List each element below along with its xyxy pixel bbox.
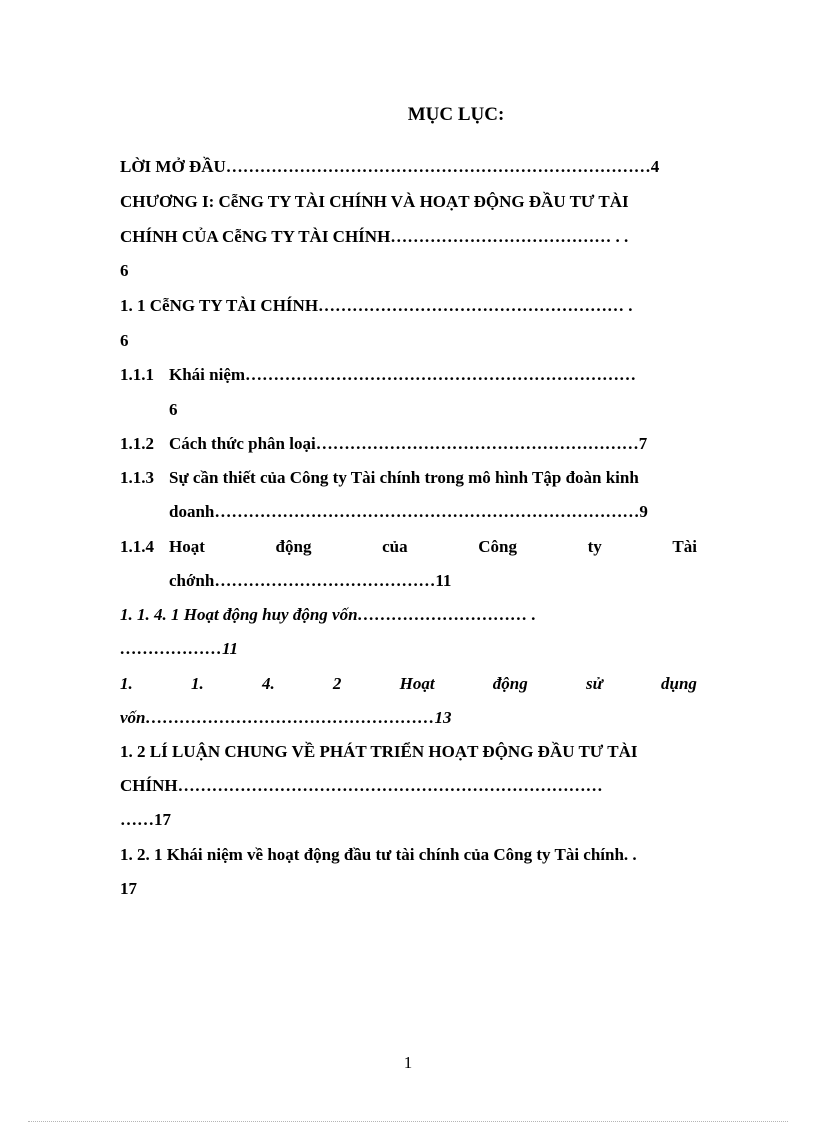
toc-entry-chapter-1: CHƯƠNG I: CễNG TY TÀI CHÍNH VÀ HOẠT ĐỘNG ĐẦU TƯ TÀI: [120, 192, 629, 211]
toc-entry-1-2-1: 1. 2. 1 Khái niệm về hoạt động đầu tư tài chính của Công ty Tài chính. .: [120, 845, 637, 864]
toc-word: động: [492, 674, 528, 693]
toc-page-chapter-1: 6: [120, 261, 129, 280]
page-title: MỤC LỤC:: [407, 104, 505, 125]
toc-entry-1-1-3: Sự cần thiết của Công ty Tài chính trong mô hình Tập đoàn kinh: [169, 468, 639, 487]
toc-word: dụng: [661, 674, 697, 693]
toc-number-1-1-1: 1.1.1: [120, 365, 154, 384]
toc-word: động: [275, 537, 312, 556]
toc-number-1-1-4: 1.1.4: [120, 537, 154, 556]
toc-word: sử: [585, 674, 603, 693]
toc-entry-1-1-4-1: 1. 1. 4. 1 Hoạt động huy động vốn………………………… .: [120, 605, 537, 624]
toc-page-1-2-1: 17: [120, 879, 137, 898]
toc-entry-1-1-1: Khái niệm……………………………………………………………: [169, 365, 637, 384]
toc-word: Công: [478, 537, 517, 556]
toc-page-1-2: ……17: [120, 810, 171, 829]
toc-entry-1-1-4-2: [120, 673, 697, 695]
toc-entry-1-1: 1. 1 CễNG TY TÀI CHÍNH……………………………………………… .: [120, 296, 633, 315]
toc-entry-1-2-cont: CHÍNH…………………………………………………………………: [120, 776, 603, 795]
toc-entry-1-1-4-2-cont: vốn……………………………………………13: [120, 708, 452, 727]
toc-page-1-1-1: 6: [169, 400, 178, 419]
toc-word: 2: [332, 674, 342, 693]
toc-word: ty: [587, 537, 602, 556]
toc-number-1-1-2: 1.1.2: [120, 434, 154, 453]
toc-entry-1-1-4-cont: chớnh…………………………………11: [169, 571, 452, 590]
toc-word: Hoạt: [169, 537, 205, 556]
toc-word: 1.: [190, 674, 204, 693]
toc-number-1-1-3: 1.1.3: [120, 468, 154, 487]
toc-entry-1-1-3-cont: doanh…………………………………………………………………9: [169, 502, 648, 521]
page-number: 1: [403, 1053, 413, 1072]
toc-word: Tài: [672, 537, 697, 556]
toc-entry-intro: LỜI MỞ ĐẦU…………………………………………………………………4: [120, 157, 660, 176]
toc-entry-1-1-4-1-cont: ………………11: [120, 639, 239, 658]
toc-word: của: [382, 537, 408, 556]
footer-divider: [28, 1121, 788, 1122]
toc-entry-1-2: 1. 2 LÍ LUẬN CHUNG VỀ PHÁT TRIỂN HOẠT ĐỘNG ĐẦU TƯ TÀI: [120, 742, 638, 761]
toc-word: 1.: [120, 674, 133, 693]
toc-word: Hoạt: [399, 674, 435, 693]
toc-page-1-1: 6: [120, 331, 129, 350]
toc-entry-1-1-2: Cách thức phân loại…………………………………………………7: [169, 434, 648, 453]
toc-entry-chapter-1-cont: CHÍNH CỦA CễNG TY TÀI CHÍNH………………………………… . .: [120, 227, 629, 246]
toc-entry-1-1-4: [169, 536, 697, 558]
toc-word: 4.: [261, 674, 275, 693]
